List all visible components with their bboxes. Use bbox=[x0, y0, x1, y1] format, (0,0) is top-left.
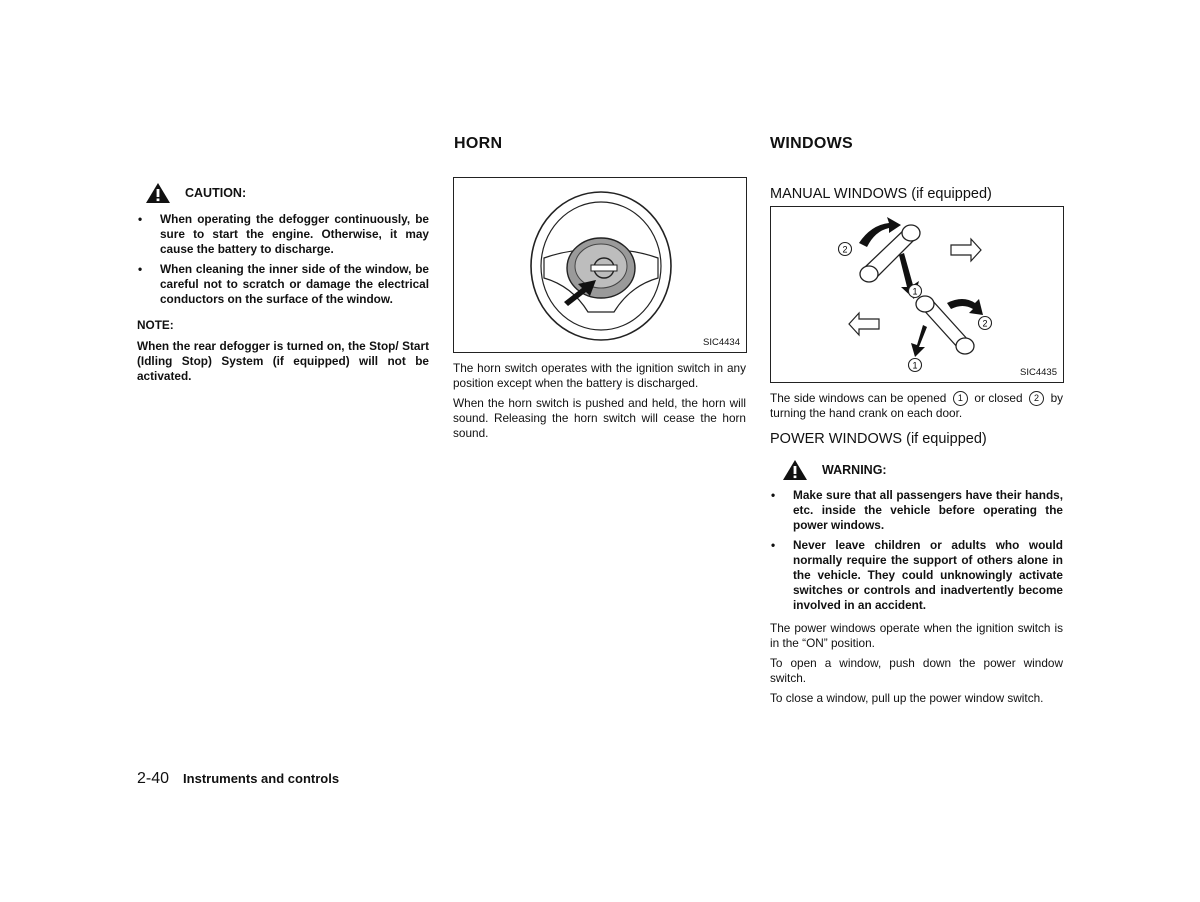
note-text: When the rear defogger is turned on, the Stop/ Start (Idling Stop) System (if equipped) will not be activated. bbox=[137, 339, 429, 383]
caution-list bbox=[137, 212, 429, 307]
power-para-2: To open a window, push down the power window switch. bbox=[770, 656, 1063, 685]
warning-triangle-icon bbox=[145, 182, 171, 204]
caution-label: CAUTION: bbox=[185, 186, 247, 200]
window-crank-illustration bbox=[771, 207, 1063, 382]
caution-header bbox=[145, 182, 429, 204]
callout-2-label: 2 bbox=[982, 318, 988, 329]
manual-windows-text: The side windows can be opened 1 or closed 2 by turning the hand crank on each door. bbox=[770, 391, 1064, 421]
manual-windows-subhead: MANUAL WINDOWS (if equipped) bbox=[770, 186, 992, 202]
power-para-1: The power windows operate when the ignition switch is in the “ON” position. bbox=[770, 621, 1063, 650]
warning-list bbox=[770, 488, 1063, 613]
note-label: NOTE: bbox=[137, 318, 174, 332]
horn-heading: HORN bbox=[454, 135, 503, 152]
manual-windows-figure bbox=[770, 206, 1064, 383]
warning-label: WARNING: bbox=[822, 463, 887, 477]
horn-text bbox=[453, 361, 746, 446]
callout-2-inline-icon: 2 bbox=[1029, 391, 1044, 406]
horn-para-2: When the horn switch is pushed and held, the horn will sound. Releasing the horn switch will cease the horn sound. bbox=[453, 396, 746, 440]
warning-triangle-icon bbox=[782, 459, 808, 481]
callout-2-label: 2 bbox=[842, 244, 848, 255]
horn-para-1: The horn switch operates with the ignition switch in any position except when the battery is discharged. bbox=[453, 361, 746, 390]
callout-1-inline-icon: 1 bbox=[953, 391, 968, 406]
page-number: 2-40 bbox=[137, 770, 170, 787]
warning-item: • Never leave children or adults who would normally require the support of others alone in the vehicle. They could unknowingly activate switches or controls and inadvertently become involved in an accident. bbox=[771, 538, 1063, 612]
steering-wheel-illustration bbox=[454, 178, 746, 352]
warning-item: • Make sure that all passengers have their hands, etc. inside the vehicle before operating the power windows. bbox=[771, 488, 1063, 532]
caution-item: • When cleaning the inner side of the window, be careful not to scratch or damage the electrical conductors on the surface of the window. bbox=[138, 262, 429, 306]
caution-item: • When operating the defogger continuously, be sure to start the engine. Otherwise, it may cause the battery to discharge. bbox=[138, 212, 429, 256]
horn-figure bbox=[453, 177, 747, 353]
page-footer bbox=[137, 770, 339, 788]
power-para-3: To close a window, pull up the power window switch. bbox=[770, 691, 1044, 705]
power-windows-subhead: POWER WINDOWS (if equipped) bbox=[770, 431, 987, 447]
caution-block bbox=[137, 182, 429, 384]
callout-1-label: 1 bbox=[912, 360, 918, 371]
callout-1-label: 1 bbox=[912, 286, 918, 297]
warning-block bbox=[770, 459, 1063, 618]
manual-windows-figure-code: SIC4435 bbox=[1020, 367, 1057, 378]
windows-heading: WINDOWS bbox=[770, 135, 853, 152]
power-windows-text bbox=[770, 621, 1063, 711]
horn-figure-code: SIC4434 bbox=[703, 337, 740, 348]
warning-header bbox=[782, 459, 1063, 481]
section-title: Instruments and controls bbox=[183, 771, 340, 786]
